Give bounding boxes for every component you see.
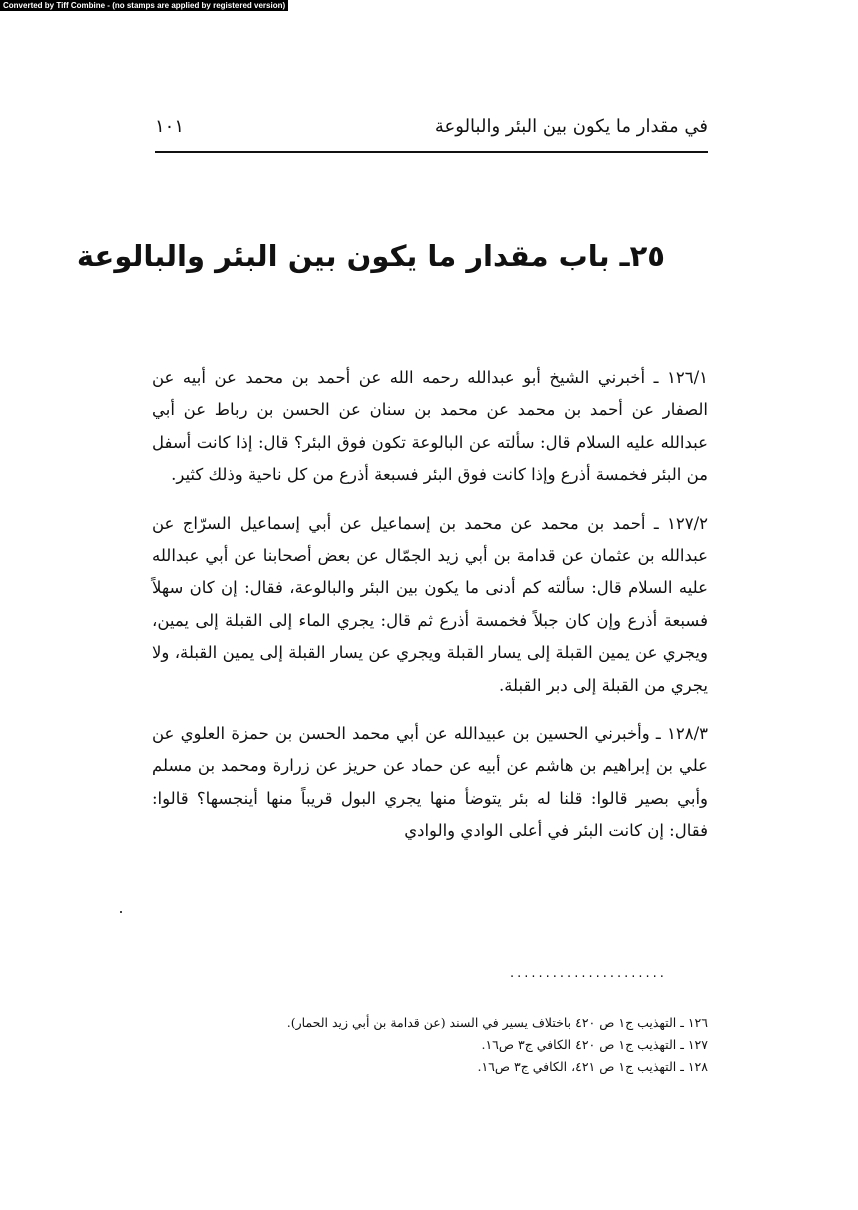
footnotes — [152, 1012, 708, 1078]
hadith-paragraph-126: ١٢٦/١ ـ أخبرني الشيخ أبو عبدالله رحمه الله عن أحمد بن محمد عن أبيه عن الصفار عن أحمد بن محمد عن محمد بن سنان عن الحسن بن رباط عن أبي عبدالله عليه السلام قال: سألته عن البالوعة تكون فوق البئر؟ قال: إذا كانت أسفل من البئر فخمسة أذرع وإذا كانت فوق البئر فسبعة أذرع من كل ناحية وذلك كثير. — [152, 368, 708, 485]
converter-watermark: Converted by Tiff Combine - (no stamps are applied by registered version) — [0, 0, 288, 11]
hadith-paragraph-128: ١٢٨/٣ ـ وأخبرني الحسين بن عبيدالله عن أبي محمد الحسن بن حمزة العلوي عن علي بن إبراهيم بن هاشم عن أبيه عن حماد عن حريز عن زرارة ومحمد بن مسلم وأبي بصير قالوا: قلنا له بئر يتوضأ منها يجري البول قريباً منها أينجسها؟ قالوا: فقال: إن كانت البئر في أعلى الوادي والوادي — [152, 724, 708, 841]
header-rule — [155, 151, 708, 153]
footnote-126: ١٢٦ ـ التهذيب ج١ ص ٤٢٠ باختلاف يسير في السند (عن قدامة بن أبي زيد الحمار). — [286, 1015, 708, 1030]
hadith-paragraph-127: ١٢٧/٢ ـ أحمد بن محمد عن محمد بن إسماعيل عن أبي إسماعيل السرّاج عن عبدالله بن عثمان عن قدامة بن أبي زيد الجمّال عن بعض أصحابنا عن أبي عبدالله عليه السلام قال: سألته كم أدنى ما يكون بين البئر والبالوعة، فقال: إن كان سهلاً فسبعة أذرع وإن كان جبلاً فخمسة أذرع ثم قال: يجري الماء إلى القبلة إلى يمين، ويجري عن يمين القبلة إلى يسار القبلة ويجري عن يسار القبلة إلى يمين القبلة، ولا يجري من القبلة إلى دبر القبلة. — [152, 513, 708, 695]
footnote-127: ١٢٧ ـ التهذيب ج١ ص ٤٢٠ الكافي ج٣ ص١٦. — [481, 1037, 708, 1052]
scan-speck — [120, 911, 122, 913]
page-header — [155, 112, 708, 148]
chapter-title: ٢٥ـ باب مقدار ما يكون بين البئر والبالوعة — [76, 239, 665, 273]
footnote-separator: ...................... — [510, 966, 667, 981]
page-number: ١٠١ — [155, 116, 185, 137]
footnote-128: ١٢٨ ـ التهذيب ج١ ص ٤٢١، الكافي ج٣ ص١٦. — [477, 1059, 708, 1074]
running-title: في مقدار ما يكون بين البئر والبالوعة — [434, 116, 708, 137]
body-text — [152, 362, 708, 864]
